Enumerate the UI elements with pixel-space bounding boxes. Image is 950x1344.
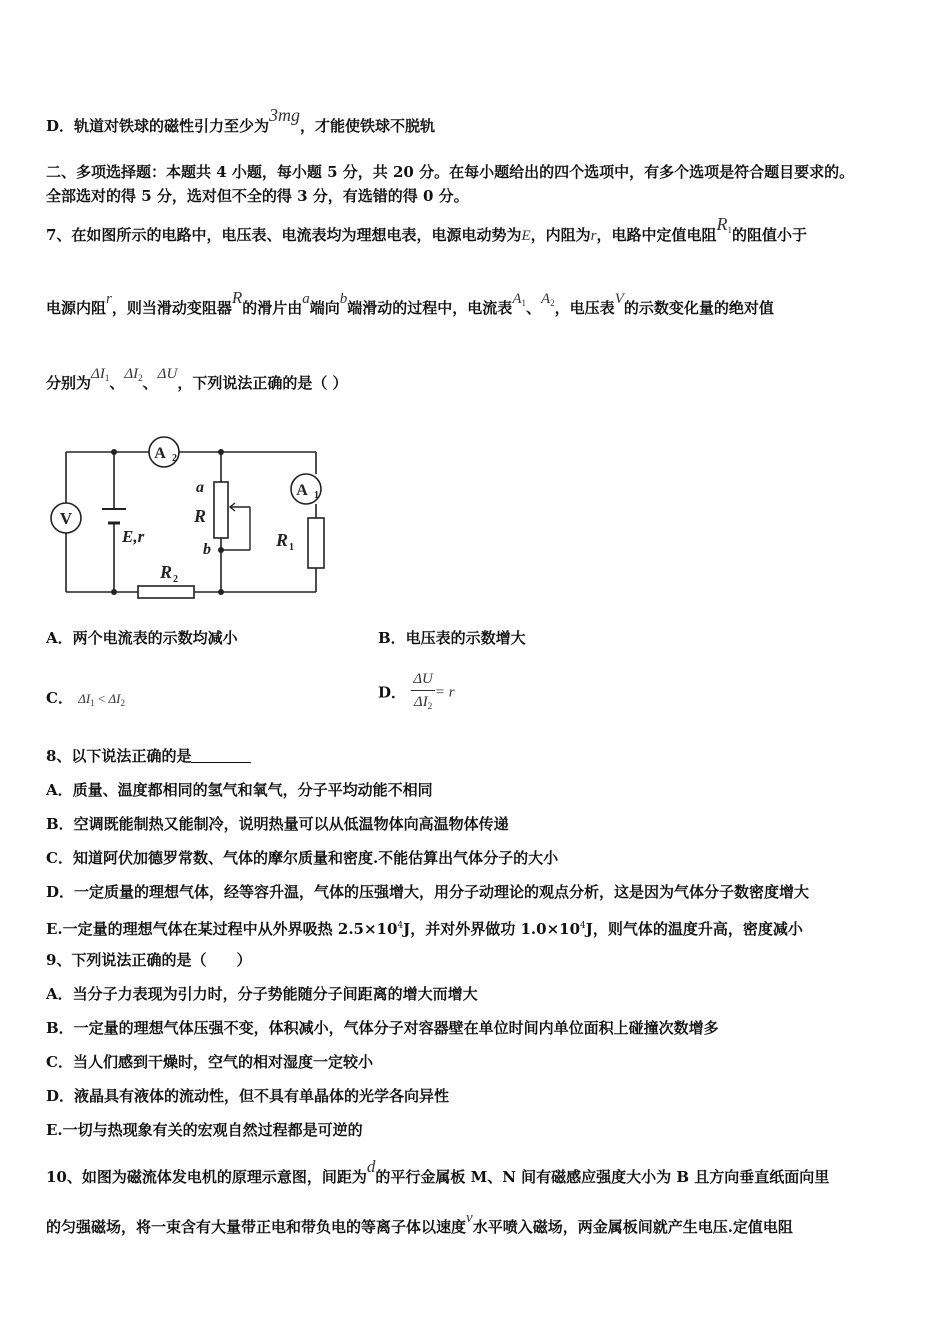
q8-option-d: D．一定质量的理想气体，经等容升温，气体的压强增大，用分子动理论的观点分析，这是因为气体分子数密度增大 <box>46 883 810 901</box>
q8-option-c: C．知道阿伏加德罗常数、气体的摩尔质量和密度.不能估算出气体分子的大小 <box>46 849 559 867</box>
q9-option-c: C．当人们感到干燥时，空气的相对湿度一定较小 <box>46 1053 373 1071</box>
resistor-r2-symbol <box>138 586 194 598</box>
math-a2: $A_2$ <box>541 291 555 308</box>
resistor-r1-symbol <box>308 518 324 568</box>
svg-text:V: V <box>59 509 73 528</box>
q7-line-1: 7、在如图所示的电路中，电压表、电流表均为理想电表，电源电动势为E，内阻为r，电路中定值电阻$R_1$的阻值小于 <box>46 214 808 244</box>
q9-title: 9、下列说法正确的是（ ） <box>46 951 252 969</box>
q8-option-a: A．质量、温度都相同的氢气和氧气，分子平均动能不相同 <box>46 781 433 799</box>
q7-option-d: D． $\frac{\Delta U}{\Delta I_2}$ = r <box>378 668 455 717</box>
svg-text:1: 1 <box>314 490 319 501</box>
q10-line-1: 10、如图为磁流体发电机的原理示意图，间距为d的平行金属板 M、N 间有磁感应强度大小为 B 且方向垂直纸面向里 <box>46 1157 830 1186</box>
q9-option-d: D．液晶具有液体的流动性，但不具有单晶体的光学各向异性 <box>46 1087 450 1105</box>
math-di1: $\Delta I_1$ <box>91 366 110 383</box>
q7-option-b: B．电压表的示数增大 <box>378 629 526 647</box>
section-2-note: 全部选对的得 5 分，选对但不全的得 3 分，有选错的得 0 分。 <box>46 187 469 205</box>
answer-blank <box>191 748 251 763</box>
q9-option-a: A．当分子力表现为引力时，分子势能随分子间距离的增大而增大 <box>46 985 478 1003</box>
svg-text:R: R <box>276 530 289 550</box>
math-du: ΔU <box>157 366 178 382</box>
svg-text:R: R <box>194 506 207 526</box>
q7-line-2: 电源内阻r，则当滑动变阻器R的滑片由a端向b端滑动的过程中，电流表$A_1$、$A_2$，电压表V的示数变化量的绝对值 <box>46 288 774 317</box>
circuit-diagram <box>44 432 344 607</box>
q9-option-b: B．一定量的理想气体压强不变，体积减小，气体分子对容器壁在单位时间内单位面积上碰撞次数增多 <box>46 1019 719 1037</box>
math-3mg: 3mg <box>269 105 301 125</box>
q7-option-c: C． $\Delta I_1 < \Delta I_2$ <box>46 689 125 708</box>
q8-option-b: B．空调既能制热又能制冷，说明热量可以从低温物体向高温物体传递 <box>46 815 509 833</box>
section-2-header: 二、多项选择题：本题共 4 小题，每小题 5 分，共 20 分。在每小题给出的四个选项中，有多个选项是符合题目要求的。 <box>46 163 855 181</box>
fraction-du-di2: $\frac{\Delta U}{\Delta I_2}$ <box>411 668 435 717</box>
svg-text:R: R <box>160 562 173 582</box>
math-r1: $R_1$ <box>716 214 732 235</box>
svg-text:2: 2 <box>173 574 178 585</box>
svg-text:A: A <box>154 445 166 462</box>
q10-line-2: 的匀强磁场，将一束含有大量带正电和带负电的等离子体以速度v水平喷入磁场，两金属板间就产生电压.定值电阻 <box>46 1210 793 1236</box>
svg-text:b: b <box>203 541 211 558</box>
svg-text:A: A <box>296 482 308 499</box>
math-di2: $\Delta I_2$ <box>124 366 143 383</box>
q9-option-e: E.一切与热现象有关的宏观自然过程都是可逆的 <box>46 1121 363 1139</box>
math-a1: $A_1$ <box>512 291 526 308</box>
q6-option-d: D．轨道对铁球的磁性引力至少为3mg，才能使铁球不脱轨 <box>46 105 436 135</box>
q7-line-3: 分别为$\Delta I_1$、$\Delta I_2$、ΔU，下列说法正确的是（ ） <box>46 366 348 392</box>
svg-text:2: 2 <box>172 453 177 464</box>
q7-option-a: A．两个电流表的示数均减小 <box>46 629 238 647</box>
battery-symbol <box>102 509 126 523</box>
q8-title: 8、以下说法正确的是 <box>46 746 251 766</box>
svg-text:E,r: E,r <box>122 527 145 546</box>
rheostat-symbol <box>214 482 228 538</box>
svg-text:1: 1 <box>289 542 294 553</box>
q8-option-e: E.一定量的理想气体在某过程中从外界吸热 $2.5\times 10^4J$，并对外界做功 $1.0\times 10^4J$，则气体的温度升高，密度减小 <box>46 920 803 938</box>
svg-text:a: a <box>196 479 204 496</box>
